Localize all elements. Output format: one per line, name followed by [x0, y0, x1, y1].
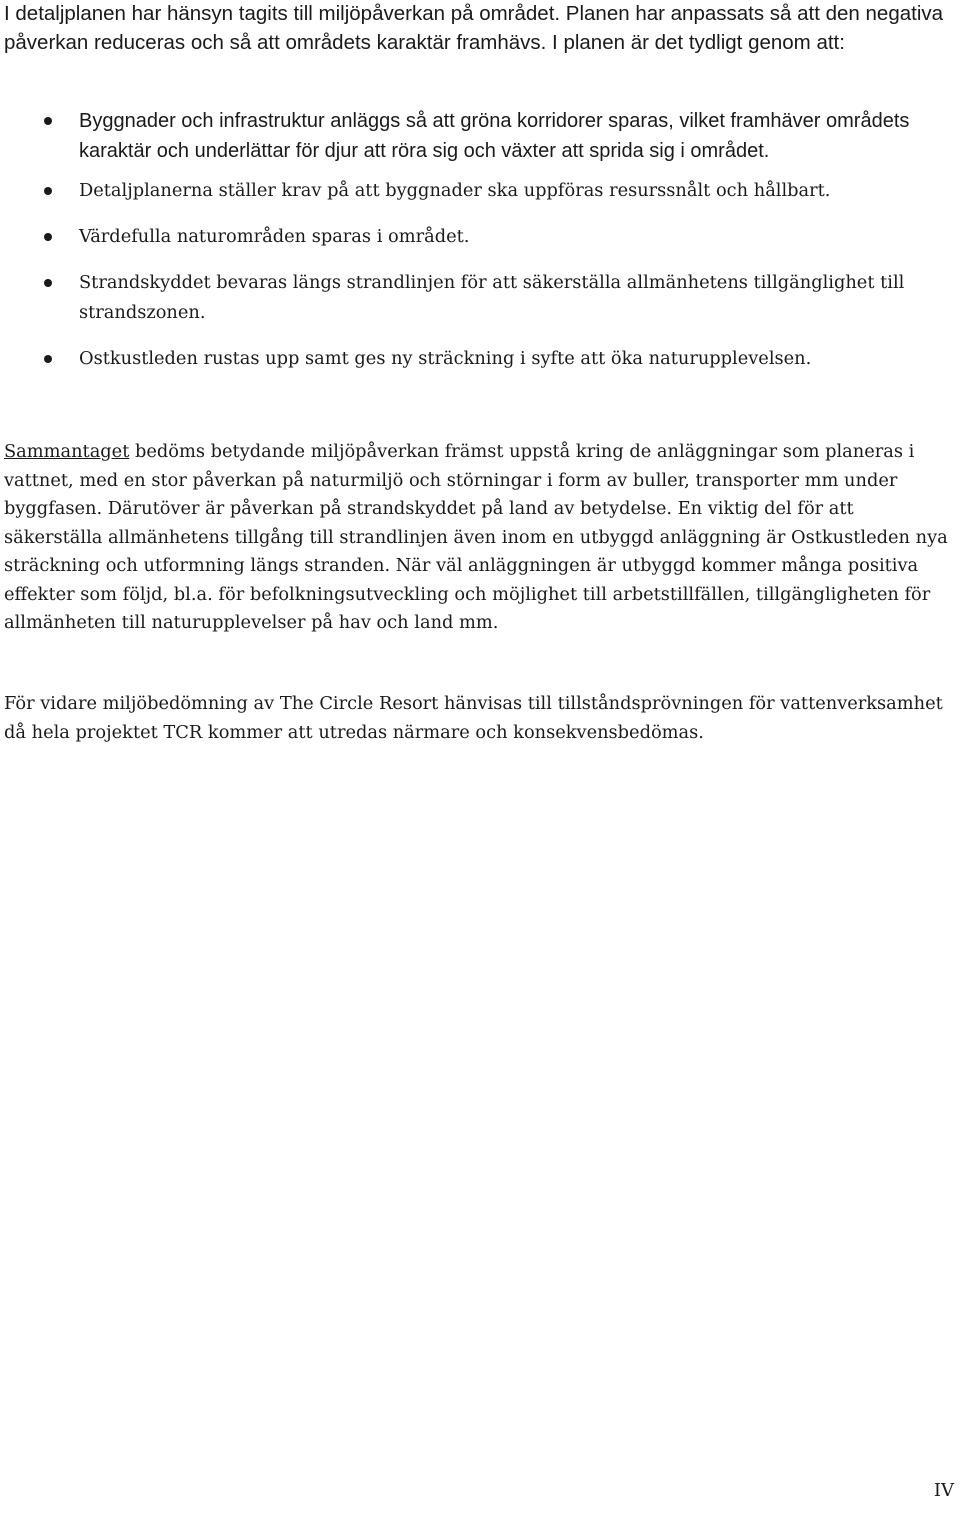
bullet-icon	[44, 279, 52, 287]
bullet-icon	[44, 355, 52, 363]
list-item	[0, 222, 949, 252]
list-item-text: Strandskyddet bevaras längs strandlinjen för att säkerställa allmänhetens tillgänglighet till strandszonen.	[79, 272, 905, 323]
list-item-text: Värdefulla naturområden sparas i området.	[79, 226, 470, 247]
bullet-list	[0, 106, 960, 374]
list-item	[0, 176, 949, 206]
list-item-text: Byggnader och infrastruktur anläggs så att gröna korridorer sparas, vilket framhäver områdets karaktär och underlättar för djur att röra sig och växter att sprida sig i området.	[79, 110, 910, 162]
summary-lead: Sammantaget	[4, 441, 130, 462]
list-item-text: Ostkustleden rustas upp samt ges ny sträckning i syfte att öka naturupplevelsen.	[79, 348, 812, 369]
bullet-icon	[44, 233, 52, 241]
list-item-text: Detaljplanerna ställer krav på att byggnader ska uppföras resurssnålt och hållbart.	[79, 180, 831, 201]
bullet-icon	[44, 187, 52, 195]
bullet-icon	[44, 117, 52, 125]
list-item	[0, 344, 949, 374]
summary-paragraph	[4, 438, 956, 638]
intro-paragraph: I detaljplanen har hänsyn tagits till miljöpåverkan på området. Planen har anpassats så att den negativa påverkan reduceras och så att områdets karaktär framhävs. I planen är det tydligt genom att:	[4, 2, 944, 54]
page-number: IV	[933, 1480, 954, 1501]
summary-text: bedöms betydande miljöpåverkan främst uppstå kring de anläggningar som planeras i vattnet, med en stor påverkan på naturmiljö och störningar i form av buller, transporter mm under byggfasen. Därutöver är påverkan på strandskyddet på land av betydelse. En viktig del för att säkerställa allmänhetens tillgång till strandlinjen även inom en utbyggd anläggning är Ostkustleden nya sträckning och utformning längs stranden. När väl anläggningen är utbyggd kommer många positiva effekter som följd, bl.a. för befolkningsutveckling och möjlighet till arbetstillfällen, tillgängligheten för allmänheten till naturupplevelser på hav och land mm.	[4, 441, 948, 633]
list-item	[0, 106, 949, 166]
list-item	[0, 268, 949, 328]
closing-paragraph: För vidare miljöbedömning av The Circle Resort hänvisas till tillståndsprövningen för vattenverksamhet då hela projektet TCR kommer att utredas närmare och konsekvensbedömas.	[4, 693, 943, 743]
